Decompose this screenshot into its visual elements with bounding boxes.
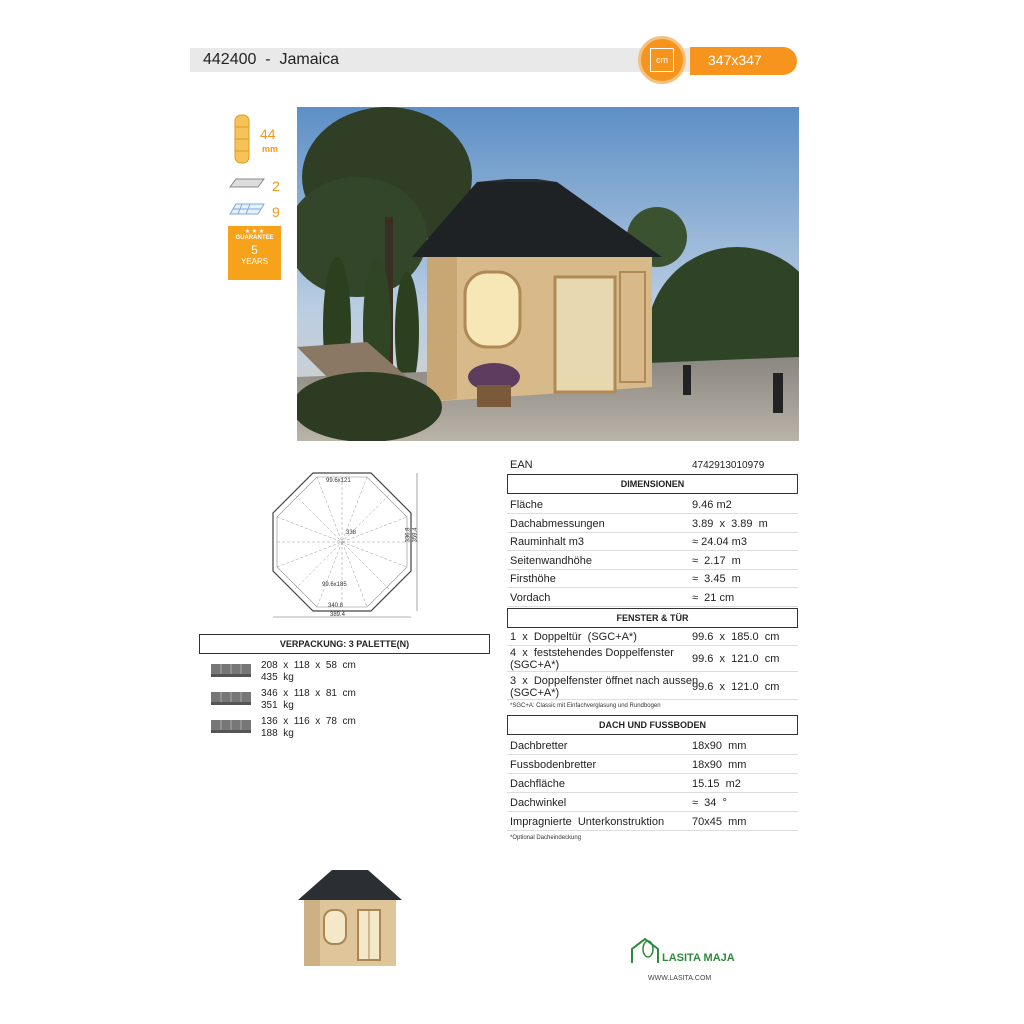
floorplan-height-label-2: 359.4 (412, 527, 419, 543)
dimension-row-value: 9.46 m2 (692, 499, 732, 511)
pallet-weight: 351 kg (261, 700, 294, 711)
window-door-row-value: 99.6 x 185.0 cm (692, 631, 780, 643)
doors-count: 2 (272, 178, 280, 194)
packaging-header: VERPACKUNG: 3 PALETTE(N) (199, 634, 490, 654)
row-divider (507, 699, 798, 700)
ean-label: EAN (510, 459, 533, 471)
row-divider (507, 811, 798, 812)
product-photo (297, 107, 799, 441)
dimensions-header: DIMENSIONEN (507, 474, 798, 494)
wall-thickness-icon (232, 113, 252, 165)
guarantee-label: GUARANTEE (235, 235, 274, 241)
dimension-row-label: Dachabmessungen (510, 517, 605, 530)
product-title: 442400 - Jamaica (203, 51, 340, 68)
wall-thickness-value: 44 (260, 126, 276, 142)
door-icon (228, 176, 266, 188)
ean-value: 4742913010979 (692, 460, 765, 471)
row-divider (507, 773, 798, 774)
roof-floor-row-value: 70x45 mm (692, 816, 747, 828)
pallet-icon (210, 690, 252, 711)
windows-count: 9 (272, 204, 280, 220)
window-door-row-value: 99.6 x 121.0 cm (692, 653, 780, 665)
row-divider (507, 587, 798, 588)
windows-doors-header: FENSTER & TÜR (507, 608, 798, 628)
row-divider (507, 532, 798, 533)
roof-footnote: *Optional Dacheindeckung (510, 835, 582, 841)
roof-floor-header: DACH UND FUSSBODEN (507, 715, 798, 735)
pallet-dimensions: 208 x 118 x 58 cm (261, 660, 356, 671)
window-icon (228, 202, 266, 216)
pallet-weight: 188 kg (261, 728, 294, 739)
roof-floor-row-label: Fussbodenbretter (510, 759, 597, 771)
window-door-row-label: 1 x Doppeltür (SGC+A*) (510, 631, 637, 643)
lasita-maja-logo-icon (630, 935, 660, 965)
dimension-row-value: ≈ 21 cm (692, 591, 735, 604)
roof-floor-row-label: Dachbretter (510, 740, 568, 752)
dimension-row-label: Rauminhalt m3 (510, 536, 584, 548)
window-door-row-label: 4 x feststehendes Doppelfenster (SGC+A*) (510, 647, 674, 671)
row-divider (507, 550, 798, 551)
floorplan-bottom-label: 99.6x185 (322, 582, 347, 588)
row-divider (507, 792, 798, 793)
floorplan-top-label: 99.6x121 (326, 478, 351, 484)
roof-floor-row-value: 18x90 mm (692, 759, 747, 771)
pallet-icon (210, 718, 252, 739)
floorplan-total-label: 389.4 (330, 612, 346, 618)
pallet-dimensions: 346 x 118 x 81 cm (261, 688, 356, 699)
unit-badge: cm (650, 48, 674, 72)
guarantee-years-label: YEARS (240, 257, 269, 266)
dimension-row-label: Firsthöhe (510, 573, 556, 585)
roof-floor-row-label: Dachwinkel (510, 797, 567, 809)
window-door-row-label: 3 x Doppelfenster öffnet nach aussen (SGC+A*) (510, 675, 699, 699)
stars-icon: ★ ★ ★ (244, 229, 265, 235)
floorplan-center-label: 338 (346, 530, 357, 536)
cm-icon (638, 36, 686, 84)
window-door-row-value: 99.6 x 121.0 cm (692, 681, 780, 693)
dimension-row-label: Vordach (510, 591, 551, 604)
roof-floor-row-value: 18x90 mm (692, 740, 747, 752)
windows-footnote: *SGC+A: Classic mit Einfachverglasung und Rundbogen (510, 703, 661, 709)
dimension-row-value: ≈ 24.04 m3 (692, 536, 747, 548)
pallet-icon (210, 662, 252, 683)
row-divider (507, 830, 798, 831)
dimension-row-label: Seitenwandhöhe (510, 554, 592, 567)
roof-floor-row-label: Dachfläche (510, 778, 566, 790)
row-divider (507, 754, 798, 755)
brand-name: LASITA MAJA (662, 952, 735, 964)
size-value: 347x347 (708, 52, 762, 68)
row-divider (507, 513, 798, 514)
brand-url: WWW.LASITA.COM (648, 975, 712, 982)
guarantee-badge (228, 226, 281, 280)
roof-floor-row-value: ≈ 34 ° (692, 797, 727, 809)
dimension-row-label: Fläche (510, 499, 544, 511)
pallet-weight: 435 kg (261, 672, 294, 683)
dimension-row-value: 3.89 x 3.89 m (692, 517, 768, 530)
guarantee-years-value: 5 (251, 243, 258, 257)
wall-thickness-unit: mm (262, 144, 279, 154)
floor-plan-diagram (265, 465, 425, 625)
row-divider (507, 569, 798, 570)
gazebo-thumbnail (296, 866, 404, 970)
roof-floor-row-value: 15.15 m2 (692, 778, 741, 790)
floorplan-width-label: 340.8 (328, 603, 344, 609)
row-divider (507, 671, 798, 672)
floorplan-height-label-1: 336.8 (405, 527, 412, 543)
dimension-row-value: ≈ 3.45 m (692, 573, 741, 585)
pallet-dimensions: 136 x 116 x 78 cm (261, 716, 356, 727)
row-divider (507, 606, 798, 607)
dimension-row-value: ≈ 2.17 m (692, 554, 741, 567)
roof-floor-row-label: Impragnierte Unterkonstruktion (510, 816, 665, 828)
row-divider (507, 645, 798, 646)
